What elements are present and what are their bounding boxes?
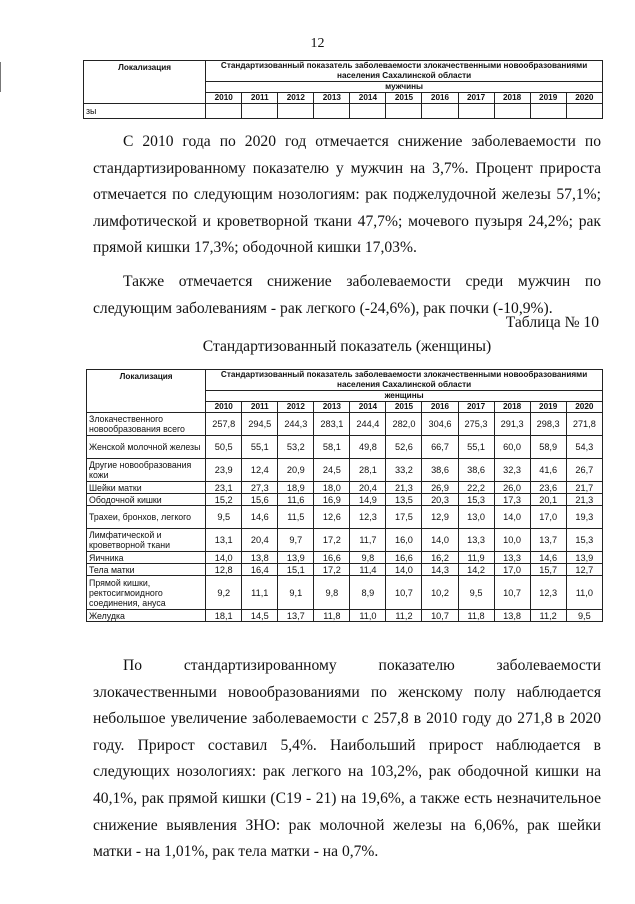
year-header: 2010 [206, 93, 242, 104]
table-cell: 271,8 [566, 413, 602, 436]
table-cell: 49,8 [350, 436, 386, 459]
page-number: 12 [310, 36, 325, 51]
table-cell: 9,5 [458, 576, 494, 610]
table-cell: 10,7 [386, 576, 422, 610]
table-cell: 14,9 [350, 494, 386, 506]
row-label: Женской молочной железы [87, 436, 206, 459]
table-cell: 41,6 [530, 459, 566, 482]
table-cell: 14,0 [206, 552, 242, 564]
table-cell: 18,9 [278, 482, 314, 494]
table-cell: 16,6 [314, 552, 350, 564]
table-cell: 13,8 [494, 610, 530, 622]
table-cell: 8,9 [350, 576, 386, 610]
table-cell: 9,5 [566, 610, 602, 622]
column-header-subgroup: женщины [206, 391, 603, 402]
table-cell: 13,1 [206, 529, 242, 552]
table-cell: 14,0 [386, 564, 422, 576]
table-cell: 11,0 [566, 576, 602, 610]
table-row [84, 104, 603, 119]
table-cell: 12,8 [206, 564, 242, 576]
table-cell: 17,0 [494, 564, 530, 576]
table-cell: 15,6 [242, 494, 278, 506]
table-cell: 26,0 [494, 482, 530, 494]
year-header: 2018 [494, 93, 530, 104]
year-header: 2012 [278, 93, 314, 104]
table-cell: 14,6 [530, 552, 566, 564]
table-cell: 11,4 [350, 564, 386, 576]
paragraph-men-2: Также отмечается снижение заболеваемости среди мужчин по следующим заболеваниям - рак легкого (-24,6%), рак почки (-10,9%). [93, 272, 601, 317]
table-row [87, 610, 603, 622]
table-row [87, 576, 603, 610]
table-cell: 15,3 [566, 529, 602, 552]
table-cell: 27,3 [242, 482, 278, 494]
row-label: Прямой кишки, ректосигмоидного соединения, ануса [87, 576, 206, 610]
table-cell: 22,2 [458, 482, 494, 494]
table-cell: 23,1 [206, 482, 242, 494]
table-cell: 13,3 [458, 529, 494, 552]
column-header-localization: Локализация [84, 61, 206, 104]
table-cell: 10,7 [422, 610, 458, 622]
table-cell: 298,3 [530, 413, 566, 436]
year-header: 2019 [530, 93, 566, 104]
paragraph-men-1: С 2010 года по 2020 год отмечается снижение заболеваемости по стандартизированному показателю у мужчин на 3,7%. Процент прироста отмечается по следующим нозологиям: рак поджелудочной железы 57,1%; лимфотической и кроветворной ткани 47,7%; мочевого пузыря 24,2%; рак прямой кишки 17,3%; ободочной кишки 17,03%. [93, 133, 601, 257]
table-cell: 16,2 [422, 552, 458, 564]
year-header: 2015 [386, 93, 422, 104]
year-header: 2017 [458, 93, 494, 104]
table-row [87, 413, 603, 436]
table-cell: 9,1 [278, 576, 314, 610]
table-cell: 304,6 [422, 413, 458, 436]
table-cell: 11,8 [314, 610, 350, 622]
table-cell: 19,3 [566, 506, 602, 529]
table-cell: 12,4 [242, 459, 278, 482]
table-cell: 12,3 [530, 576, 566, 610]
row-label: Лимфатической и кроветворной ткани [87, 529, 206, 552]
paragraph-women-block [93, 653, 601, 866]
table-cell: 24,5 [314, 459, 350, 482]
year-header: 2013 [314, 93, 350, 104]
table-cell: 14,2 [458, 564, 494, 576]
table-cell: 17,0 [530, 506, 566, 529]
year-header: 2010 [206, 402, 242, 413]
table-row [87, 564, 603, 576]
table-cell: 283,1 [314, 413, 350, 436]
table-caption: Стандартизованный показатель (женщины) [202, 338, 492, 355]
table-women [86, 369, 603, 622]
table-header-row [84, 61, 603, 82]
table-cell: 291,3 [494, 413, 530, 436]
table-cell: 52,6 [386, 436, 422, 459]
table-cell: 21,3 [566, 494, 602, 506]
row-label: Трахеи, бронхов, легкого [87, 506, 206, 529]
table-cell: 282,0 [386, 413, 422, 436]
column-header-subgroup: мужчины [206, 82, 603, 93]
table-cell: 294,5 [242, 413, 278, 436]
table-cell: 17,5 [386, 506, 422, 529]
paragraph-women: По стандартизированному показателю заболеваемости злокачественными новообразованиями по женскому полу наблюдается небольшое увеличение заболеваемости с 257,8 в 2010 году до 271,8 в 2020 году. Прирост составил 5,4%. Наибольший прирост наблюдается в следующих нозологиях: рак легкого на 103,2%, рак ободочной кишки на 40,1%, рак прямой кишки (С19 - 21) на 19,6%, а также есть незначительное снижение выявления ЗНО: рак молочной железы на 6,06%, рак шейки матки - на 1,01%, рак тела матки - на 0,7%. [93, 657, 601, 861]
table-cell: 9,5 [206, 506, 242, 529]
year-header: 2012 [278, 402, 314, 413]
table-cell: 12,3 [350, 506, 386, 529]
table-cell: 55,1 [242, 436, 278, 459]
table-cell: 12,9 [422, 506, 458, 529]
table-cell: 11,1 [242, 576, 278, 610]
table-cell: 15,2 [206, 494, 242, 506]
table-cell: 11,9 [458, 552, 494, 564]
table-cell: 13,8 [242, 552, 278, 564]
table-cell: 11,7 [350, 529, 386, 552]
paragraph-men-block [93, 129, 601, 322]
table-cell: 17,2 [314, 529, 350, 552]
table-cell: 9,8 [350, 552, 386, 564]
table-cell: 15,7 [530, 564, 566, 576]
table-cell: 244,4 [350, 413, 386, 436]
table-cell: 20,4 [350, 482, 386, 494]
table-cell: 275,3 [458, 413, 494, 436]
table-cell: 17,2 [314, 564, 350, 576]
table-cell: 58,1 [314, 436, 350, 459]
table-cell: 21,7 [566, 482, 602, 494]
column-header-indicator: Стандартизованный показатель заболеваемости злокачественными новообразованиями населения Сахалинской области [206, 370, 603, 391]
column-header-indicator: Стандартизованный показатель заболеваемости злокачественными новообразованиями населения Сахалинской области [206, 61, 603, 82]
table-cell: 28,1 [350, 459, 386, 482]
row-label: Другие новообразования кожи [87, 459, 206, 482]
table-cell: 38,6 [422, 459, 458, 482]
table-body [87, 413, 603, 622]
table-cell: 50,5 [206, 436, 242, 459]
year-header: 2020 [566, 93, 602, 104]
table-cell: 11,0 [350, 610, 386, 622]
year-header: 2020 [566, 402, 602, 413]
table-cell: 9,7 [278, 529, 314, 552]
table-cell: 15,1 [278, 564, 314, 576]
table-cell: 26,7 [566, 459, 602, 482]
table-cell: 14,0 [494, 506, 530, 529]
table-cell: 15,3 [458, 494, 494, 506]
year-header: 2017 [458, 402, 494, 413]
table-cell: 33,2 [386, 459, 422, 482]
table-cell: 17,3 [494, 494, 530, 506]
year-header: 2016 [422, 93, 458, 104]
table-cell: 23,9 [206, 459, 242, 482]
row-label: Желудка [87, 610, 206, 622]
table-cell: 12,6 [314, 506, 350, 529]
table-row [87, 459, 603, 482]
table-cell: 18,1 [206, 610, 242, 622]
table-cell: 18,0 [314, 482, 350, 494]
table-row [87, 529, 603, 552]
table-cell: 13,9 [278, 552, 314, 564]
year-header: 2011 [242, 402, 278, 413]
table-cell: 11,8 [458, 610, 494, 622]
year-header: 2013 [314, 402, 350, 413]
table-cell: 20,9 [278, 459, 314, 482]
table-cell: 32,3 [494, 459, 530, 482]
table-cell: 55,1 [458, 436, 494, 459]
table-cell: 53,2 [278, 436, 314, 459]
year-header: 2015 [386, 402, 422, 413]
table-cell: 12,7 [566, 564, 602, 576]
table-cell: 16,4 [242, 564, 278, 576]
table-cell: 244,3 [278, 413, 314, 436]
table-cell: 9,2 [206, 576, 242, 610]
table-cell: 11,6 [278, 494, 314, 506]
table-row [87, 436, 603, 459]
table-cell: 9,8 [314, 576, 350, 610]
table-cell: 23,6 [530, 482, 566, 494]
table-cell: 14,5 [242, 610, 278, 622]
table-cell: 10,0 [494, 529, 530, 552]
table-cell: 10,7 [494, 576, 530, 610]
table-cell: 66,7 [422, 436, 458, 459]
table-label: Таблица № 10 [505, 314, 599, 331]
table-cell: 11,5 [278, 506, 314, 529]
table-row [87, 494, 603, 506]
table-cell: 11,2 [386, 610, 422, 622]
table-row [87, 506, 603, 529]
table-cell: 16,6 [386, 552, 422, 564]
table-cell: 11,2 [530, 610, 566, 622]
table-cell: 13,9 [566, 552, 602, 564]
table-cell: 13,7 [278, 610, 314, 622]
column-header-localization: Локализация [87, 370, 206, 413]
table-cell: 13,7 [530, 529, 566, 552]
year-header: 2011 [242, 93, 278, 104]
table-cell: 60,0 [494, 436, 530, 459]
table-cell: 38,6 [458, 459, 494, 482]
table-cell: 54,3 [566, 436, 602, 459]
year-header: 2018 [494, 402, 530, 413]
row-label: Тела матки [87, 564, 206, 576]
table-cell: 16,9 [314, 494, 350, 506]
table-cell: 13,0 [458, 506, 494, 529]
row-label: Шейки матки [87, 482, 206, 494]
year-header: 2014 [350, 93, 386, 104]
table-cell: 16,0 [386, 529, 422, 552]
table-cell: 10,2 [422, 576, 458, 610]
table-cell: 20,4 [242, 529, 278, 552]
year-header: 2014 [350, 402, 386, 413]
year-header: 2016 [422, 402, 458, 413]
table-row [87, 552, 603, 564]
table-cell: 20,3 [422, 494, 458, 506]
table-cell: 26,9 [422, 482, 458, 494]
row-label: Ободочной кишки [87, 494, 206, 506]
table-cell: 257,8 [206, 413, 242, 436]
row-label: Яичника [87, 552, 206, 564]
table-cell: 13,5 [386, 494, 422, 506]
table-men-continued [83, 60, 603, 119]
table-cell: 14,0 [422, 529, 458, 552]
row-label: Злокачественного новообразования всего [87, 413, 206, 436]
table-cell: 20,1 [530, 494, 566, 506]
table-row [87, 482, 603, 494]
table-cell: 14,3 [422, 564, 458, 576]
binding-margin-mark [0, 62, 7, 92]
table-cell: 14,6 [242, 506, 278, 529]
table-cell: 13,3 [494, 552, 530, 564]
table-header-row [87, 370, 603, 391]
table-cell: 21,3 [386, 482, 422, 494]
row-label: зы [84, 104, 206, 119]
year-header: 2019 [530, 402, 566, 413]
table-cell: 58,9 [530, 436, 566, 459]
